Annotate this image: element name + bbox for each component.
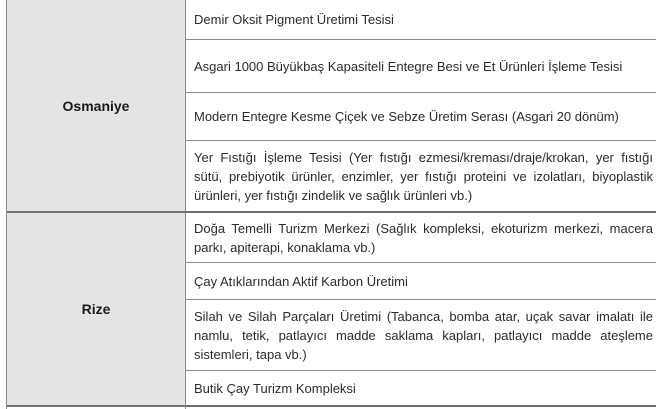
project-cell bbox=[186, 40, 656, 93]
project-text: Demir Oksit Pigment Üretimi Tesisi bbox=[194, 12, 394, 27]
project-cell bbox=[186, 93, 656, 141]
project-list bbox=[186, 0, 656, 211]
next-row-edge bbox=[7, 405, 656, 409]
project-text: Doğa Temelli Turizm Merkezi (Sağlık kompleksi, ekoturizm merkezi, macera parkı, apiterapi, konaklama vb.) bbox=[194, 220, 653, 255]
project-text: Asgari 1000 Büyükbaş Kapasiteli Entegre Besi ve Et Ürünleri İşleme Tesisi bbox=[194, 58, 623, 74]
project-text: Butik Çay Turizm Kompleksi bbox=[194, 380, 356, 396]
project-text: Silah ve Silah Parçaları Üretimi (Tabanca, bomba atar, uçak savar imalatı ile namlu, tetik, patlayıcı madde saklama kapları, patlayıcı madde ateşleme sistemleri, tapa vb.) bbox=[194, 308, 653, 362]
province-group-osmaniye bbox=[7, 0, 656, 213]
project-cell bbox=[186, 300, 656, 371]
investment-table bbox=[6, 0, 656, 409]
project-text: Yer Fıstığı İşleme Tesisi (Yer fıstığı ezmesi/kreması/draje/krokan, yer fıstığı sütü, prebiyotik ürünler, enzimler, yer fıstığı proteini ve izolatları, biyoplastik ürünleri, yer fıstığı zindelik ve sağlık ürünleri vb.) bbox=[194, 149, 653, 203]
project-cell bbox=[186, 213, 656, 263]
province-group-rize bbox=[7, 213, 656, 407]
project-text: Modern Entegre Kesme Çiçek ve Sebze Üretim Serası (Asgari 20 dönüm) bbox=[194, 109, 619, 124]
project-cell bbox=[186, 263, 656, 300]
project-cell bbox=[186, 141, 656, 211]
project-cell bbox=[186, 371, 656, 405]
column-divider bbox=[185, 405, 186, 409]
province-name-cell: Osmaniye bbox=[7, 0, 186, 211]
project-cell bbox=[186, 0, 656, 40]
project-list bbox=[186, 213, 656, 405]
project-text: Çay Atıklarından Aktif Karbon Üretimi bbox=[194, 273, 408, 289]
province-name-cell: Rize bbox=[7, 213, 186, 405]
